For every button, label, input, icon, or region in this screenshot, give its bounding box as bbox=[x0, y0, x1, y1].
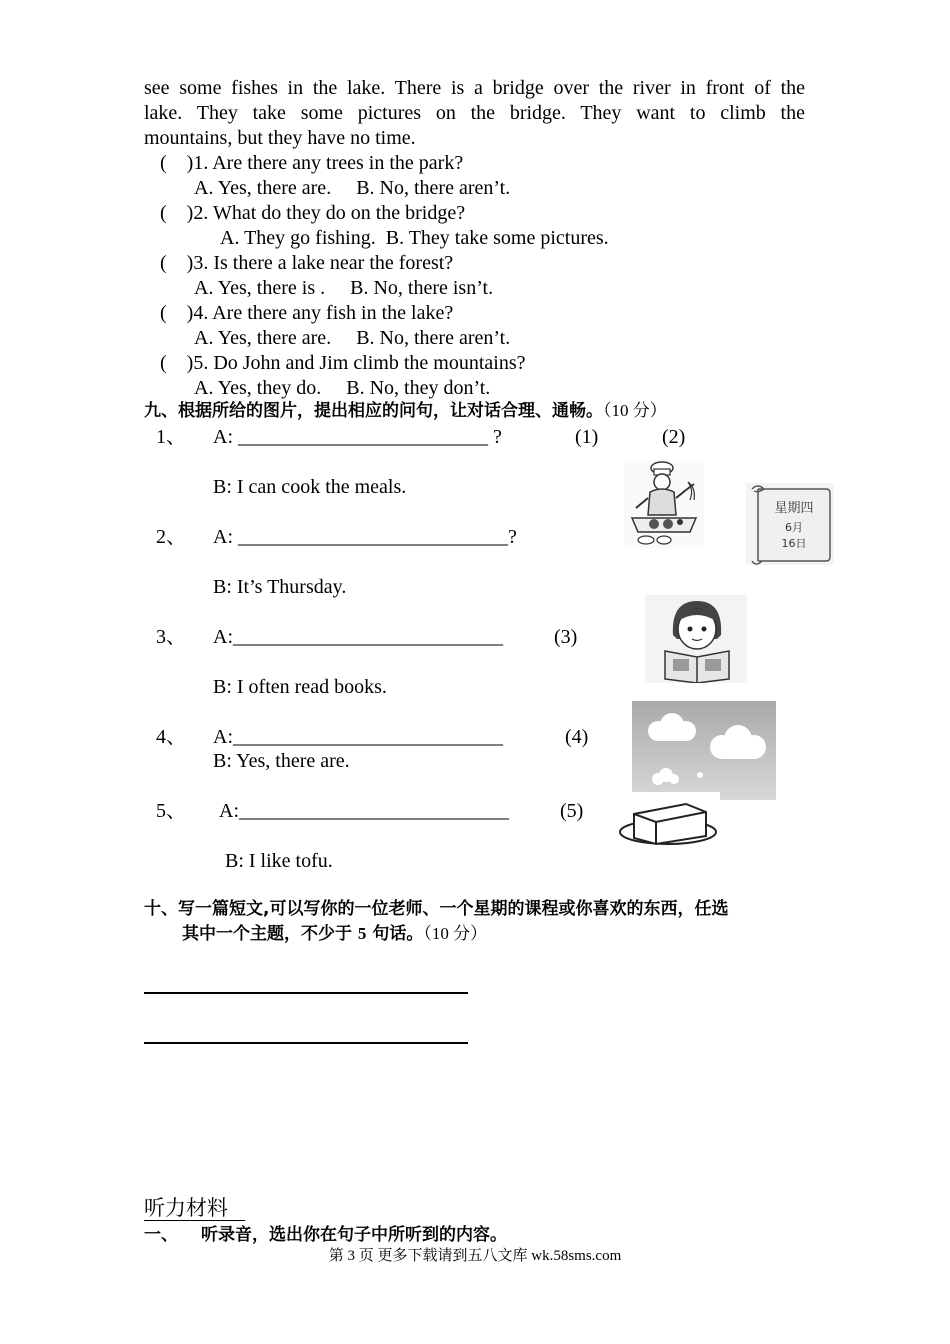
section-10-suffix: 句话。 bbox=[366, 924, 424, 944]
listening-title bbox=[144, 1196, 242, 1220]
picture-5-label: (5) bbox=[560, 800, 584, 822]
item-3-number: 3、 bbox=[156, 626, 186, 648]
item-2-question-blank[interactable]: A: ___________________________? bbox=[213, 526, 517, 548]
item-1-answer: B: I can cook the meals. bbox=[213, 476, 407, 498]
tofu-picture bbox=[616, 792, 720, 848]
writing-line-1[interactable] bbox=[144, 992, 468, 994]
item-2-answer: B: It’s Thursday. bbox=[213, 576, 347, 598]
page-footer: 第 3 页 更多下载请到五八文库 wk.58sms.com bbox=[328, 1248, 622, 1264]
item-4-answer: B: Yes, there are. bbox=[213, 750, 350, 772]
calendar-month: 6月 bbox=[785, 521, 803, 534]
item-5-number: 5、 bbox=[156, 800, 186, 822]
girl-reading-picture bbox=[645, 595, 747, 683]
picture-4-label: (4) bbox=[565, 726, 589, 748]
section-10-prefix: 其中一个主题，不少于 bbox=[182, 924, 358, 944]
item-1-question-blank[interactable]: A: _________________________ ? bbox=[213, 426, 502, 448]
listening-title-underline bbox=[144, 1220, 245, 1221]
section-10-heading-cont bbox=[182, 923, 487, 945]
cook-picture bbox=[624, 460, 704, 548]
question-4: ( )4. Are there any fish in the lake? bbox=[160, 302, 454, 324]
picture-3-label: (3) bbox=[554, 626, 578, 648]
section-10-score: （10 分） bbox=[423, 924, 488, 943]
section-9-heading bbox=[144, 400, 667, 422]
question-5: ( )5. Do John and Jim climb the mountains? bbox=[160, 352, 526, 374]
question-2-options: A. They go fishing. B. They take some pictures. bbox=[220, 227, 609, 249]
listening-item-instruction: 听录音，选出你在句子中所听到的内容。 bbox=[201, 1225, 507, 1245]
question-4-options: A. Yes, there are. B. No, there aren’t. bbox=[194, 327, 511, 349]
calendar-picture bbox=[746, 483, 834, 565]
item-2-number: 2、 bbox=[156, 526, 186, 548]
question-1-options: A. Yes, there are. B. No, there aren’t. bbox=[194, 177, 511, 199]
calendar-day: 星期四 bbox=[774, 501, 814, 516]
calendar-date: 16日 bbox=[781, 537, 807, 550]
question-1: ( )1. Are there any trees in the park? bbox=[160, 152, 464, 174]
item-3-question-blank[interactable]: A:___________________________ bbox=[213, 626, 503, 648]
passage-line-1: see some fishes in the lake. There is a bridge over the river in front of the bbox=[144, 77, 805, 99]
question-3-options: A. Yes, there is . B. No, there isn’t. bbox=[194, 277, 494, 299]
item-4-number: 4、 bbox=[156, 726, 186, 748]
section-9-title: 九、根据所给的图片，提出相应的问句，让对话合理、通畅。 bbox=[144, 401, 603, 421]
listening-title-text: 听力材料 bbox=[144, 1196, 228, 1220]
picture-2-label: (2) bbox=[662, 426, 686, 448]
passage-line-3: mountains, but they have no time. bbox=[144, 127, 416, 149]
item-3-answer: B: I often read books. bbox=[213, 676, 387, 698]
item-5-question-blank[interactable]: A:___________________________ bbox=[219, 800, 509, 822]
question-2: ( )2. What do they do on the bridge? bbox=[160, 202, 466, 224]
section-10-heading: 十、写一篇短文,可以写你的一位老师、一个星期的课程或你喜欢的东西，任选 bbox=[144, 899, 729, 919]
writing-line-2[interactable] bbox=[144, 1042, 468, 1044]
section-10-count: 5 bbox=[357, 924, 367, 943]
question-3: ( )3. Is there a lake near the forest? bbox=[160, 252, 454, 274]
item-5-answer: B: I like tofu. bbox=[225, 850, 333, 872]
question-5-options: A. Yes, they do. B. No, they don’t. bbox=[194, 377, 491, 399]
item-1-number: 1、 bbox=[156, 426, 186, 448]
picture-1-label: (1) bbox=[575, 426, 599, 448]
item-4-question-blank[interactable]: A:___________________________ bbox=[213, 726, 503, 748]
listening-item-number: 一、 bbox=[144, 1225, 178, 1245]
clouds-picture bbox=[632, 701, 776, 800]
section-9-score: （10 分） bbox=[603, 401, 667, 420]
passage-line-2: lake. They take some pictures on the bridge. They want to climb the bbox=[144, 102, 805, 124]
